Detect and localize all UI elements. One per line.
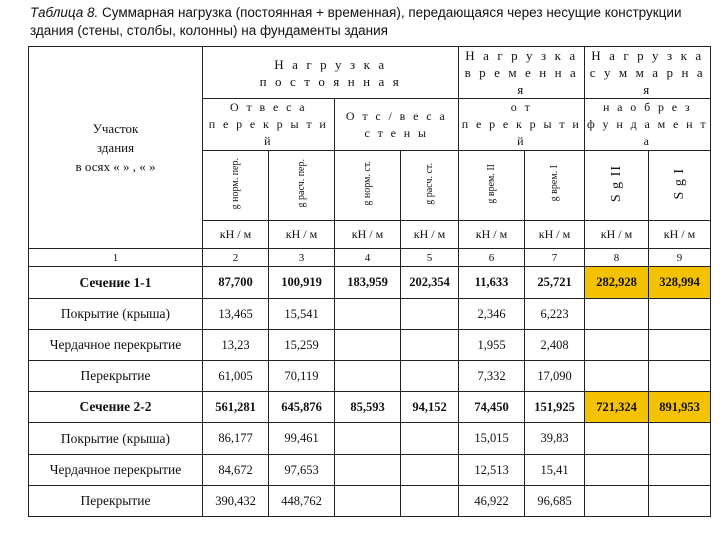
table-cell: 183,959 <box>335 267 401 299</box>
table-cell: 87,700 <box>203 267 269 299</box>
table-cell: 561,281 <box>203 392 269 423</box>
table-row <box>29 267 711 299</box>
unit-cell: кН / м <box>401 221 459 249</box>
table-cell <box>585 330 649 361</box>
column-index: 8 <box>585 249 649 267</box>
table-cell <box>401 423 459 455</box>
column-index: 2 <box>203 249 269 267</box>
table-row <box>29 361 711 392</box>
table-cell: 97,653 <box>269 455 335 486</box>
table-cell <box>335 361 401 392</box>
table-cell <box>335 299 401 330</box>
table-cell <box>649 361 711 392</box>
row-label: Сечение 1-1 <box>29 267 203 299</box>
rot-g-temp-1: g врем. I <box>525 151 585 221</box>
table-cell-highlighted: 891,953 <box>649 392 711 423</box>
table-row <box>29 423 711 455</box>
table-cell <box>585 299 649 330</box>
table-cell <box>401 299 459 330</box>
unit-cell: кН / м <box>335 221 401 249</box>
table-cell: 15,259 <box>269 330 335 361</box>
table-cell <box>335 423 401 455</box>
table-caption <box>30 4 700 40</box>
table-cell: 85,593 <box>335 392 401 423</box>
table-cell: 100,919 <box>269 267 335 299</box>
table-cell <box>585 423 649 455</box>
table-row <box>29 299 711 330</box>
table-cell <box>335 330 401 361</box>
column-index: 3 <box>269 249 335 267</box>
row-label: Чердачное перекрытие <box>29 455 203 486</box>
table-cell: 11,633 <box>459 267 525 299</box>
header-sub-foundation-level: н а о б р е з ф у н д а м е н т а <box>585 99 711 151</box>
rot-g-norm-wall: g норм. ст. <box>335 151 401 221</box>
row-label: Перекрытие <box>29 361 203 392</box>
table-cell <box>401 486 459 517</box>
table-cell: 645,876 <box>269 392 335 423</box>
table-cell <box>585 361 649 392</box>
load-table <box>28 46 711 517</box>
table-cell <box>585 455 649 486</box>
table-cell: 96,685 <box>525 486 585 517</box>
table-cell <box>649 486 711 517</box>
table-cell: 13,23 <box>203 330 269 361</box>
rot-s-g-1: S g I <box>649 151 711 221</box>
column-index: 9 <box>649 249 711 267</box>
header-group-permanent: Н а г р у з к а п о с т о я н н а я <box>203 47 459 99</box>
table-cell: 6,223 <box>525 299 585 330</box>
table-cell: 202,354 <box>401 267 459 299</box>
row-label: Чердачное перекрытие <box>29 330 203 361</box>
table-cell: 15,541 <box>269 299 335 330</box>
table-cell <box>649 455 711 486</box>
column-index: 7 <box>525 249 585 267</box>
table-cell: 17,090 <box>525 361 585 392</box>
unit-cell: кН / м <box>649 221 711 249</box>
table-row <box>29 392 711 423</box>
table-cell: 7,332 <box>459 361 525 392</box>
row-label: Перекрытие <box>29 486 203 517</box>
table-cell-highlighted: 328,994 <box>649 267 711 299</box>
table-cell: 25,721 <box>525 267 585 299</box>
table-cell: 86,177 <box>203 423 269 455</box>
column-index: 6 <box>459 249 525 267</box>
row-label: Сечение 2-2 <box>29 392 203 423</box>
table-cell: 448,762 <box>269 486 335 517</box>
unit-cell: кН / м <box>269 221 335 249</box>
rot-s-g-2: S g II <box>585 151 649 221</box>
row-label: Покрытие (крыша) <box>29 423 203 455</box>
table-row <box>29 330 711 361</box>
table-cell: 39,83 <box>525 423 585 455</box>
header-sub-wall-weight: О т с / в е с а с т е н ы <box>335 99 459 151</box>
unit-cell: кН / м <box>459 221 525 249</box>
table-cell: 46,922 <box>459 486 525 517</box>
row-label: Покрытие (крыша) <box>29 299 203 330</box>
table-cell: 151,925 <box>525 392 585 423</box>
header-sub-from-floors: о т п е р е к р ы т и й <box>459 99 585 151</box>
header-group-total: Н а г р у з к а с у м м а р н а я <box>585 47 711 99</box>
table-cell <box>649 330 711 361</box>
table-cell: 15,41 <box>525 455 585 486</box>
header-sub-floor-weight: О т в е с а п е р е к р ы т и й <box>203 99 335 151</box>
table-cell-highlighted: 721,324 <box>585 392 649 423</box>
table-cell: 70,119 <box>269 361 335 392</box>
table-cell: 13,465 <box>203 299 269 330</box>
table-cell: 94,152 <box>401 392 459 423</box>
rot-g-calc-floor: g расч. пер. <box>269 151 335 221</box>
table-cell <box>401 330 459 361</box>
table-cell <box>649 423 711 455</box>
table-cell: 2,408 <box>525 330 585 361</box>
table-cell: 61,005 <box>203 361 269 392</box>
table-cell: 12,513 <box>459 455 525 486</box>
table-cell <box>649 299 711 330</box>
table-title: Суммарная нагрузка (постоянная + временная), передающаяся через несущие конструкции здания (стены, столбы, колонны) на фундаменты здания <box>30 5 682 38</box>
table-cell: 15,015 <box>459 423 525 455</box>
table-cell: 390,432 <box>203 486 269 517</box>
table-cell <box>401 455 459 486</box>
table-cell <box>401 361 459 392</box>
table-cell: 1,955 <box>459 330 525 361</box>
table-cell-highlighted: 282,928 <box>585 267 649 299</box>
table-cell: 99,461 <box>269 423 335 455</box>
header-group-temporary: Н а г р у з к а в р е м е н н а я <box>459 47 585 99</box>
table-row <box>29 455 711 486</box>
rot-g-temp-2: g врем. II <box>459 151 525 221</box>
column-index: 1 <box>29 249 203 267</box>
unit-cell: кН / м <box>585 221 649 249</box>
table-cell <box>585 486 649 517</box>
table-cell: 84,672 <box>203 455 269 486</box>
column-index: 4 <box>335 249 401 267</box>
table-cell <box>335 486 401 517</box>
rot-g-calc-wall: g расч. ст. <box>401 151 459 221</box>
table-row <box>29 486 711 517</box>
table-number: Таблица 8. <box>30 5 99 20</box>
unit-cell: кН / м <box>525 221 585 249</box>
header-corner: Участок здания в осях « » , « » <box>29 47 203 249</box>
table-cell: 74,450 <box>459 392 525 423</box>
rot-g-norm-floor: g норм. пер. <box>203 151 269 221</box>
table-cell <box>335 455 401 486</box>
column-index: 5 <box>401 249 459 267</box>
unit-cell: кН / м <box>203 221 269 249</box>
table-cell: 2,346 <box>459 299 525 330</box>
